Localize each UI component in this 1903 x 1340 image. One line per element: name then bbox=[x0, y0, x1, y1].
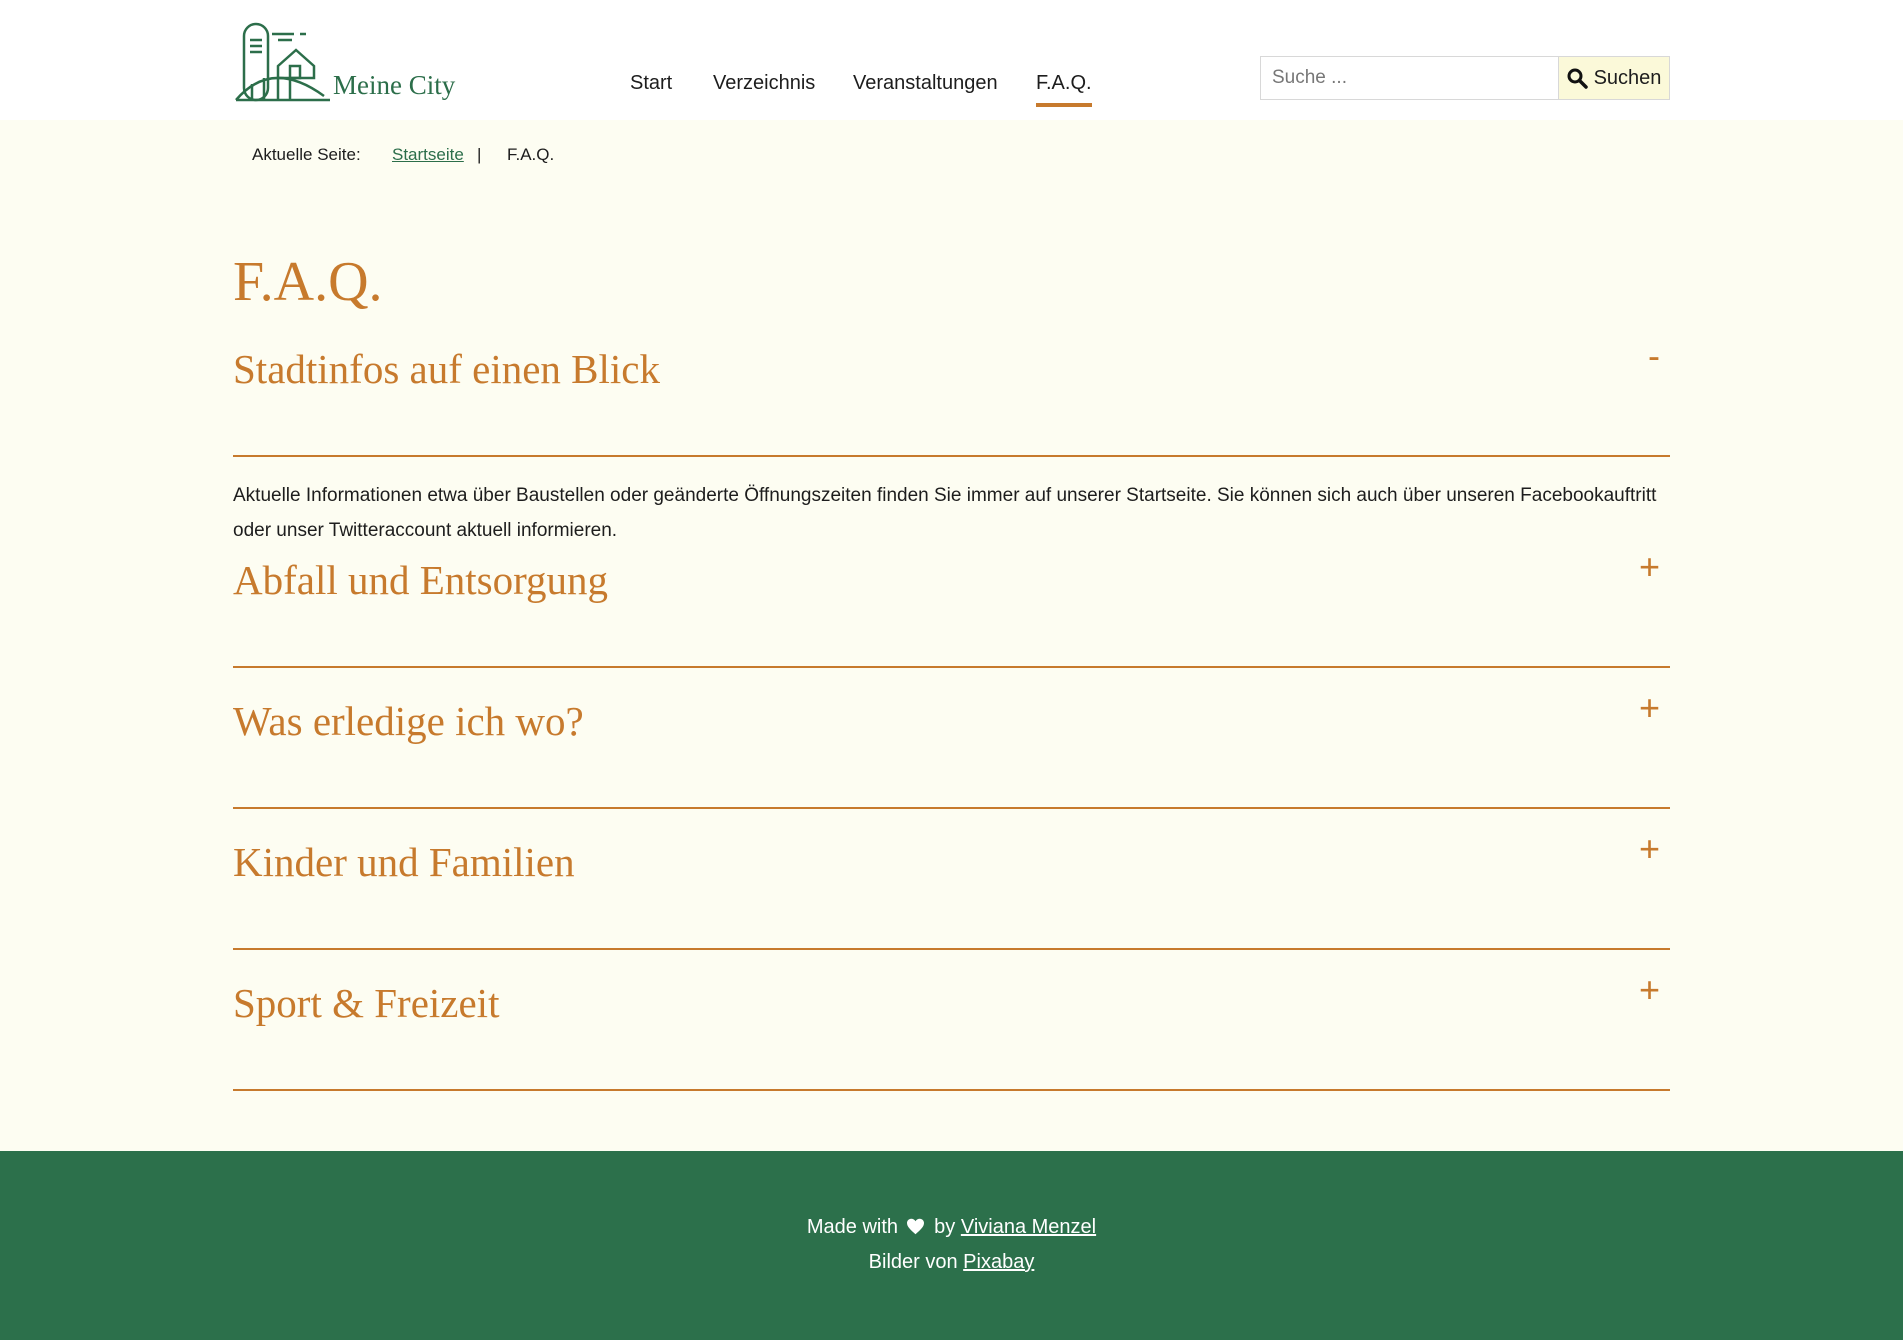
search-input[interactable] bbox=[1260, 56, 1558, 100]
city-logo-icon bbox=[234, 18, 334, 104]
heart-icon bbox=[906, 1218, 925, 1235]
search-icon bbox=[1567, 68, 1588, 89]
page-title: F.A.Q. bbox=[233, 251, 383, 313]
site-header bbox=[0, 0, 1903, 120]
expand-icon[interactable]: + bbox=[1638, 687, 1660, 728]
expand-icon[interactable]: + bbox=[1638, 828, 1660, 869]
footer-by: by bbox=[934, 1216, 956, 1238]
faq-section-title: Abfall und Entsorgung bbox=[233, 557, 609, 603]
faq-section-stadtinfos[interactable] bbox=[233, 317, 1670, 457]
breadcrumb-current: F.A.Q. bbox=[507, 145, 555, 164]
footer-pixabay-link[interactable]: Pixabay bbox=[963, 1251, 1035, 1273]
nav-item-start[interactable]: Start bbox=[630, 72, 673, 94]
faq-section-title: Stadtinfos auf einen Blick bbox=[233, 346, 660, 392]
faq-section-abfall[interactable] bbox=[233, 528, 1670, 668]
faq-section-body: Aktuelle Informationen etwa über Baustellen oder geänderte Öffnungszeiten finden Sie immer auf unserer Startseite. Sie können sich auch über unseren Facebookauftritt oder unser Twitteraccount aktuell informieren. bbox=[233, 485, 1657, 541]
site-logo[interactable] bbox=[234, 18, 464, 104]
nav-item-verzeichnis[interactable]: Verzeichnis bbox=[713, 72, 816, 94]
faq-section-sport[interactable] bbox=[233, 951, 1670, 1091]
footer-images-by: Bilder von bbox=[868, 1251, 958, 1273]
footer-author-link[interactable]: Viviana Menzel bbox=[960, 1216, 1097, 1238]
brand-name: Meine City bbox=[333, 70, 456, 100]
search-button-label: Suchen bbox=[1593, 66, 1662, 89]
breadcrumb-separator: | bbox=[477, 145, 482, 164]
expand-icon[interactable]: + bbox=[1638, 969, 1660, 1010]
footer-image-credits bbox=[0, 1251, 1903, 1274]
footer-made-with: Made with bbox=[806, 1216, 899, 1238]
expand-icon[interactable]: + bbox=[1638, 546, 1660, 587]
search-button[interactable] bbox=[1558, 56, 1670, 100]
faq-section-was-erledige[interactable] bbox=[233, 669, 1670, 809]
footer-credits bbox=[0, 1216, 1903, 1239]
nav-item-veranstaltungen[interactable]: Veranstaltungen bbox=[853, 72, 998, 94]
faq-section-title: Kinder und Familien bbox=[233, 839, 575, 885]
breadcrumb-label: Aktuelle Seite: bbox=[252, 145, 361, 164]
breadcrumb-home-link[interactable]: Startseite bbox=[392, 145, 464, 164]
site-footer bbox=[0, 1151, 1903, 1340]
faq-section-kinder[interactable] bbox=[233, 810, 1670, 950]
faq-section-title: Was erledige ich wo? bbox=[233, 698, 584, 744]
faq-section-title: Sport & Freizeit bbox=[233, 980, 500, 1026]
collapse-icon[interactable]: - bbox=[1648, 335, 1660, 376]
nav-item-faq[interactable]: F.A.Q. bbox=[1036, 72, 1092, 107]
